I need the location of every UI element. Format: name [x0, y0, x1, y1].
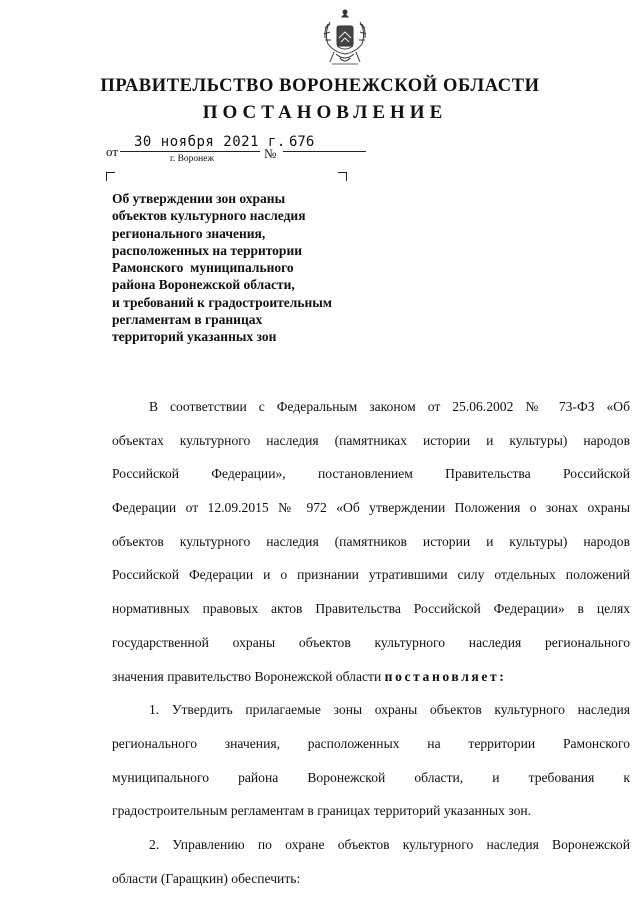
city-name: г. Воронеж	[170, 154, 215, 164]
body-line: Федерации от 12.09.2015 № 972 «Об утверждении Положения о зонах охраны	[112, 500, 630, 516]
body-line: регионального значения, расположенных на территории Рамонского	[112, 735, 630, 751]
subject-line: и требований к градостроительным	[112, 294, 332, 310]
body-line: Российской Федерации», постановлением Правительства Российской	[112, 466, 630, 482]
body-line: области (Гаращкин) обеспечить:	[112, 870, 301, 886]
body-line: В соответствии с Федеральным законом от 25.06.2002 № 73-ФЗ «Об	[149, 399, 630, 414]
coat-of-arms-emblem	[322, 8, 368, 70]
subject-line: регламентам в границах	[112, 312, 263, 328]
subject-line: территорий указанных зон	[112, 329, 277, 345]
number-underline	[283, 151, 366, 152]
from-label: от	[106, 144, 119, 159]
date-underline	[120, 151, 260, 152]
number-label: №	[264, 146, 277, 161]
subject-line: района Воронежской области,	[112, 277, 295, 293]
subject-line: объектов культурного наследия	[112, 208, 306, 224]
corner-mark-right	[338, 172, 347, 181]
body-line: государственной охраны объектов культурного наследия регионального	[112, 634, 630, 650]
body-line: Российской Федерации и о признании утратившими силу отдельных положений	[112, 567, 630, 583]
body-line: объектах культурного наследия (памятниках истории и культуры) народов	[112, 432, 630, 448]
subject-line: регионального значения,	[112, 225, 266, 241]
decree-meta	[106, 134, 366, 164]
body-text: значения правительство Воронежской области	[112, 668, 382, 684]
body-line: градостроительным регламентам в границах территорий указанных зон.	[112, 803, 532, 819]
body-line: муниципального района Воронежской области, и требования к	[112, 769, 630, 785]
decree-date: 30 ноября 2021 г.	[134, 134, 286, 150]
subject-line: Рамонского муниципального	[112, 260, 294, 276]
document-type: ПОСТАНОВЛЕНИЕ	[202, 102, 448, 123]
decree-subject	[112, 190, 392, 346]
body-line: нормативных правовых актов Правительства Российской Федерации» в целях	[112, 601, 630, 617]
body-line: объектов культурного наследия (памятников истории и культуры) народов	[112, 533, 630, 549]
body-line: 1. Утвердить прилагаемые зоны охраны объектов культурного наследия	[149, 702, 630, 718]
body-line: 2. Управлению по охране объектов культурного наследия Воронежской	[149, 836, 630, 852]
government-name: ПРАВИТЕЛЬСТВО ВОРОНЕЖСКОЙ ОБЛАСТИ	[100, 76, 540, 96]
subject-line: расположенных на территории	[112, 242, 303, 258]
body-line	[112, 660, 630, 694]
decree-number: 676	[289, 134, 315, 150]
decree-keyword: постановляет:	[384, 668, 507, 684]
subject-line: Об утверждении зон охраны	[112, 191, 286, 206]
decree-body	[112, 390, 630, 895]
corner-mark-left	[106, 172, 115, 181]
